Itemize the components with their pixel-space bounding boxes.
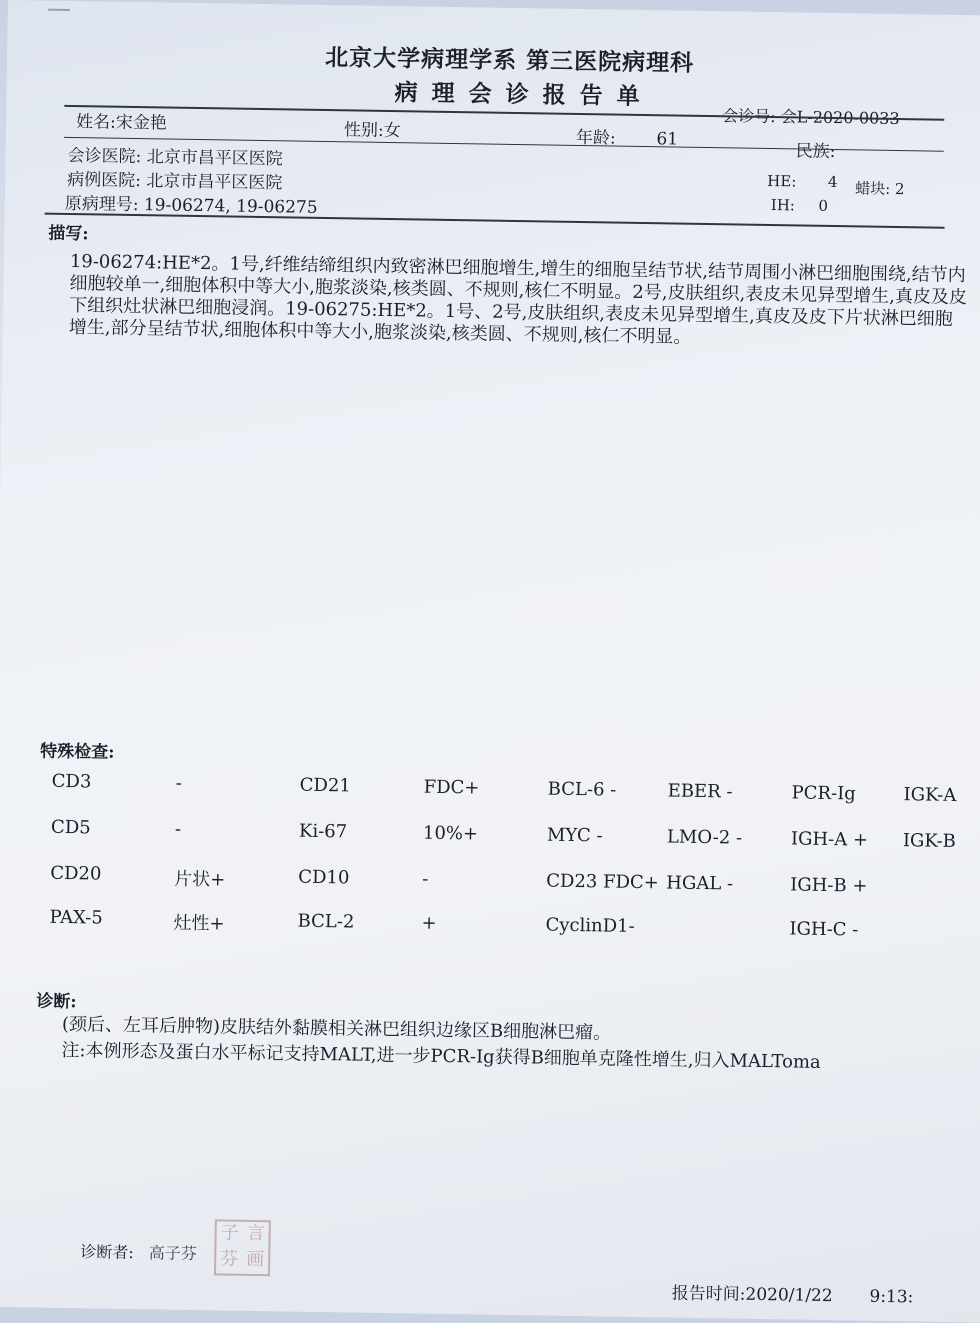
- wax-label: 蜡块:: [855, 179, 890, 198]
- edge-mark: [48, 1, 70, 11]
- marker-name: BCL-2: [297, 911, 354, 933]
- marker-result: -: [422, 869, 428, 890]
- name-label: 姓名:: [76, 112, 116, 133]
- diagnostician-label: 诊断者:: [80, 1242, 134, 1262]
- he-label: HE:: [767, 172, 796, 190]
- orig-no-value: 19-06274, 19-06275: [144, 195, 318, 218]
- consult-hospital-label: 会诊医院:: [67, 146, 141, 167]
- description-text: 19-06274:HE*2。1号,纤维结缔组织内致密淋巴细胞增生,增生的细胞呈结节状,结节周围小淋巴细胞围绕,结节内细胞较单一,细胞体积中等大小,胞浆淡染,核类圆、不规则,核仁不明显。2号,皮肤组织,表皮未见异型增生,真皮及皮下组织灶状淋巴细胞浸润。19-06275:HE*2。1号、2号,皮肤组织,表皮未见异型增生,真皮及皮下片状淋巴细胞增生,部分呈结节状,细胞体积中等大小,胞浆淡染,核类圆、不规则,核仁不明显。: [69, 251, 970, 353]
- pcr-entry: IGH-B +: [790, 874, 868, 896]
- ethnicity-label: 民族:: [796, 141, 836, 162]
- sex-value: 女: [384, 121, 401, 141]
- ih-label: IH:: [771, 196, 795, 214]
- pcr-entry: IGK-A: [903, 784, 956, 806]
- case-hospital-value: 北京市昌平区医院: [146, 171, 282, 193]
- marker-entry: CyclinD1-: [545, 915, 634, 937]
- marker-name: Ki-67: [299, 821, 348, 843]
- consult-no-value: 会L-2020-0033: [781, 107, 900, 128]
- case-hospital-label: 病例医院:: [67, 170, 141, 191]
- ih-count: [771, 196, 828, 215]
- special-exam-heading: 特殊检查:: [40, 737, 115, 763]
- he-value: 4: [828, 173, 838, 191]
- marker-name: CD21: [300, 775, 351, 797]
- header-rule-bottom: [45, 213, 945, 229]
- marker-name: CD5: [51, 817, 91, 839]
- diagnostician: [80, 1239, 197, 1264]
- description-heading: 描写:: [48, 219, 89, 245]
- pcr-entry: IGH-C -: [789, 918, 858, 940]
- age-label: 年龄:: [576, 128, 616, 149]
- marker-entry: BCL-6 -: [548, 779, 617, 801]
- wax-value: 2: [895, 180, 905, 198]
- patient-name: [76, 107, 167, 133]
- sex-label: 性别:: [344, 120, 384, 141]
- institution-title: 北京大学病理学系 第三医院病理科: [325, 39, 694, 78]
- diagnosis-note: 注:本例形态及蛋白水平标记支持MALT,进一步PCR-Ig获得B细胞单克隆性增生,归入MALToma: [61, 1039, 821, 1075]
- stamp-char: 子: [216, 1221, 242, 1247]
- marker-result: +: [421, 913, 436, 934]
- diagnosis-line-1: (颈后、左耳后肿物)皮肤结外黏膜相关淋巴组织边缘区B细胞淋巴瘤。: [62, 1013, 612, 1046]
- marker-result: 10%+: [423, 823, 478, 845]
- report-date: 2020/1/22: [745, 1285, 832, 1306]
- marker-result: -: [175, 819, 181, 840]
- report-clock: 9:13:: [869, 1287, 913, 1308]
- age-value: 61: [656, 129, 678, 149]
- stamp-char: 画: [242, 1248, 268, 1274]
- he-count: [767, 172, 837, 191]
- marker-name: CD10: [298, 867, 349, 889]
- stamp-char: 言: [242, 1222, 268, 1248]
- marker-entry: HGAL -: [666, 872, 733, 894]
- wax-block-count: [855, 177, 905, 199]
- marker-name: PAX-5: [49, 907, 102, 929]
- marker-result: 灶性+: [173, 909, 224, 936]
- form-title: 病理会诊报告单: [394, 74, 653, 111]
- marker-entry: LMO-2 -: [667, 826, 742, 848]
- marker-entry: MYC -: [547, 825, 603, 847]
- name-value: 宋金艳: [116, 113, 167, 134]
- marker-name: CD3: [52, 771, 92, 793]
- patient-sex: [344, 115, 401, 141]
- diagnosis-heading: 诊断:: [36, 987, 77, 1013]
- report-time-label: 报告时间:: [672, 1284, 746, 1305]
- marker-entry: CD23 FDC+: [546, 871, 659, 894]
- marker-name: CD20: [50, 863, 101, 885]
- pcr-entry: IGH-A +: [791, 828, 868, 850]
- marker-entry: EBER -: [667, 780, 732, 802]
- consult-hospital-value: 北京市昌平区医院: [147, 147, 283, 169]
- orig-no-label: 原病理号:: [65, 194, 139, 215]
- report-time: [672, 1279, 914, 1308]
- ih-value: 0: [818, 197, 828, 215]
- special-exam-grid: [8, 0, 980, 16]
- marker-result: FDC+: [424, 777, 480, 799]
- pcr-entry: PCR-Ig: [791, 782, 855, 804]
- marker-result: 片状+: [174, 865, 225, 892]
- pcr-entry: IGK-B: [903, 830, 956, 852]
- diagnostician-name: 高子芬: [149, 1243, 197, 1263]
- marker-result: -: [176, 773, 182, 794]
- consult-no-label: 会诊号:: [722, 106, 776, 126]
- seal-stamp: [214, 1219, 271, 1276]
- stamp-char: 芬: [216, 1247, 242, 1273]
